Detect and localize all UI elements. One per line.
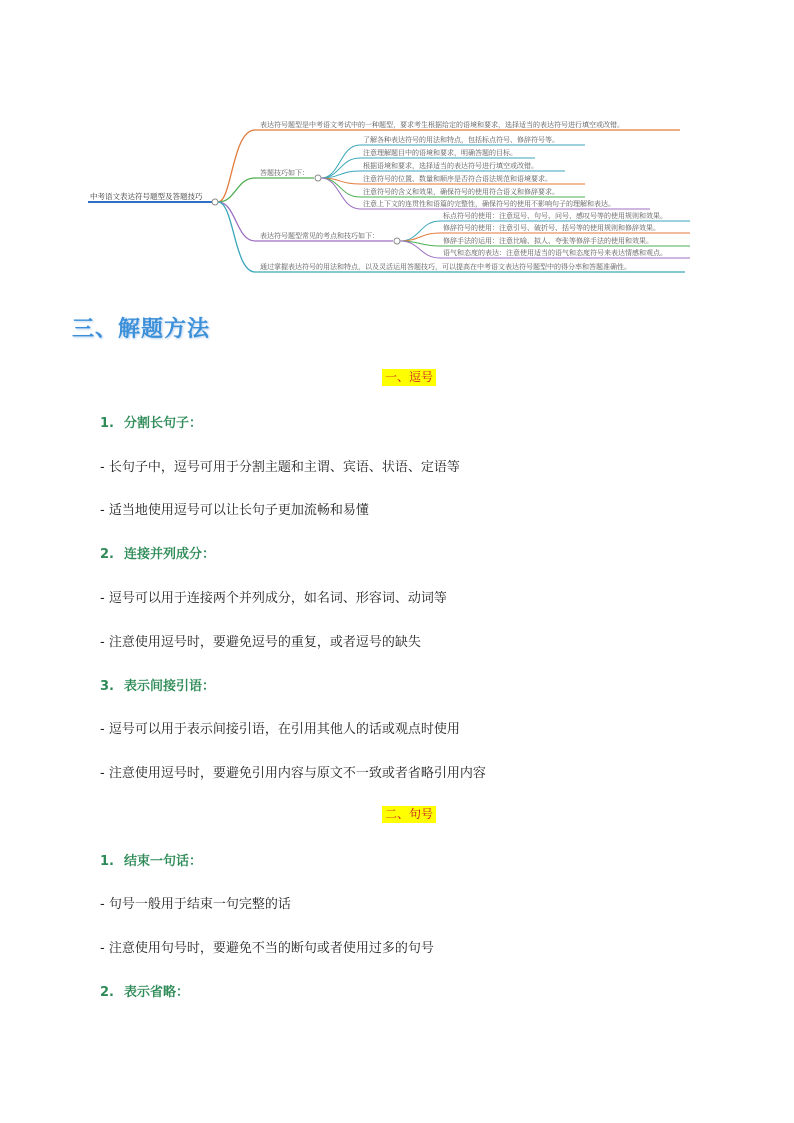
item-line: - 逗号可以用于表示间接引语，在引用其他人的话或观点时使用: [100, 722, 460, 737]
mind-map-points-label: 表达符号题型常见的考点和技巧如下：: [260, 232, 379, 240]
mind-map-tip: 了解各种表达符号的用法和特点，包括标点符号、修辞符号等。: [363, 136, 559, 144]
mind-map-point: 语气和态度的表达：注意使用适当的语气和态度符号来表达情感和观点。: [443, 249, 667, 257]
mind-map-root: 中考语文表达符号题型及答题技巧: [90, 192, 203, 201]
part-heading: 一、逗号: [382, 369, 436, 386]
item-line: - 注意使用句号时，要避免不当的断句或者使用过多的句号: [100, 941, 434, 956]
mind-map-tip: 注意理解题目中的语境和要求，明确答题的目标。: [363, 149, 517, 157]
mind-map-point: 修辞手法的运用：注意比喻、拟人、夸张等修辞手法的使用和效果。: [443, 237, 653, 245]
item-line: - 注意使用逗号时，要避免逗号的重复，或者逗号的缺失: [100, 635, 421, 650]
mind-map: [0, 0, 794, 290]
mind-map-tip: 根据语境和要求，选择适当的表达符号进行填空或改错。: [363, 162, 538, 170]
mind-map-lines: [0, 0, 794, 290]
mind-map-point: 修辞符号的使用：注意引号、破折号、括号等的使用规则和修辞效果。: [443, 224, 660, 232]
item-heading: 1. 分割长句子：: [100, 416, 202, 431]
section-title: 三、解题方法: [72, 317, 211, 342]
mind-map-intro: 表达符号题型是中考语文考试中的一种题型，要求考生根据给定的语境和要求，选择适当的表达符号进行填空或改错。: [260, 121, 624, 129]
item-line: - 适当地使用逗号可以让长句子更加流畅和易懂: [100, 503, 369, 518]
item-heading: 2. 表示省略：: [100, 985, 189, 1000]
mind-map-tip: 注意上下文的连贯性和语篇的完整性，确保符号的使用不影响句子的理解和表达。: [363, 200, 615, 208]
mind-map-tip: 注意符号的位置、数量和顺序是否符合语法规范和语境要求。: [363, 175, 552, 183]
item-heading: 1. 结束一句话：: [100, 854, 202, 869]
item-heading: 2. 连接并列成分：: [100, 547, 215, 562]
item-heading: 3. 表示间接引语：: [100, 679, 215, 694]
part-heading: 二、句号: [382, 806, 436, 823]
mind-map-tip: 注意符号的含义和效果，确保符号的使用符合语义和修辞要求。: [363, 188, 559, 196]
mind-map-point: 标点符号的使用：注意逗号、句号、问号、感叹号等的使用规则和效果。: [443, 212, 667, 220]
item-line: - 注意使用逗号时，要避免引用内容与原文不一致或者省略引用内容: [100, 766, 486, 781]
item-line: - 长句子中，逗号可用于分割主题和主谓、宾语、状语、定语等: [100, 460, 460, 475]
item-line: - 句号一般用于结束一句完整的话: [100, 897, 291, 912]
mind-map-conclusion: 通过掌握表达符号的用法和特点，以及灵活运用答题技巧，可以提高在中考语文表达符号题型中的得分率和答题准确性。: [260, 263, 631, 271]
mind-map-tips-label: 答题技巧如下：: [260, 169, 309, 177]
item-line: - 逗号可以用于连接两个并列成分，如名词、形容词、动词等: [100, 591, 447, 606]
